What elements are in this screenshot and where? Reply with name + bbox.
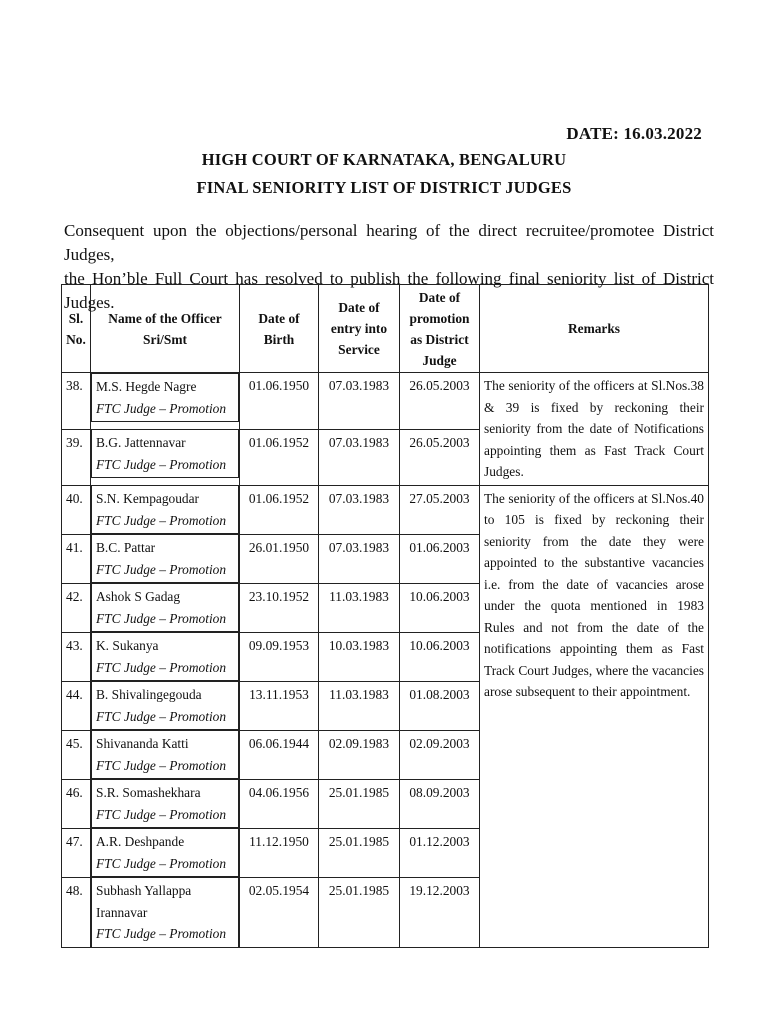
officer-designation: FTC Judge – Promotion bbox=[96, 926, 227, 941]
header-remarks: Remarks bbox=[480, 285, 709, 373]
date-of-entry-cell: 07.03.1983 bbox=[319, 373, 400, 430]
sl-no-cell: 48. bbox=[62, 877, 91, 948]
intro-line-1: Consequent upon the objections/personal hearing of the direct recruitee/promotee District Judges, bbox=[64, 221, 714, 264]
table-body bbox=[62, 373, 709, 948]
officer-name: S.R. Somashekhara bbox=[96, 785, 201, 800]
officer-name: Subhash Yallappa Irannavar bbox=[96, 883, 192, 920]
officer-name-cell bbox=[91, 779, 239, 828]
officer-designation: FTC Judge – Promotion bbox=[96, 561, 227, 577]
officer-designation: FTC Judge – Promotion bbox=[96, 659, 227, 675]
date-of-entry-cell: 07.03.1983 bbox=[319, 534, 400, 583]
sl-no-cell: 42. bbox=[62, 583, 91, 632]
date-of-promotion-cell: 01.12.2003 bbox=[400, 828, 480, 877]
table-header-row bbox=[62, 285, 709, 373]
officer-designation: FTC Judge – Promotion bbox=[96, 456, 227, 472]
table-row bbox=[62, 485, 709, 534]
date-of-entry-cell: 07.03.1983 bbox=[319, 485, 400, 534]
date-of-entry-cell: 11.03.1983 bbox=[319, 681, 400, 730]
date-of-promotion-cell: 02.09.2003 bbox=[400, 730, 480, 779]
date-of-promotion-cell: 01.06.2003 bbox=[400, 534, 480, 583]
officer-name-cell bbox=[91, 632, 239, 681]
sl-no-cell: 44. bbox=[62, 681, 91, 730]
intro-line-2: the Hon’ble Full Court has resolved to publish the following final seniority list of District Judges. bbox=[64, 269, 714, 312]
date-of-promotion-cell: 19.12.2003 bbox=[400, 877, 480, 948]
sl-no-cell: 40. bbox=[62, 485, 91, 534]
remarks-cell-group-1: The seniority of the officers at Sl.Nos.38 & 39 is fixed by reckoning their seniority from the date of Notifications appointing them as Fast Track Court Judges. bbox=[480, 373, 709, 486]
date-of-birth-cell: 01.06.1950 bbox=[240, 373, 319, 430]
officer-name-cell bbox=[91, 485, 239, 534]
header-date-of-promotion: Date of promotion as District Judge bbox=[400, 285, 480, 373]
officer-name-cell bbox=[91, 681, 239, 730]
officer-name: B.C. Pattar bbox=[96, 540, 156, 555]
sl-no-cell: 47. bbox=[62, 828, 91, 877]
date-of-promotion-cell: 27.05.2003 bbox=[400, 485, 480, 534]
date-of-entry-cell: 07.03.1983 bbox=[319, 429, 400, 485]
date-of-entry-cell: 25.01.1985 bbox=[319, 779, 400, 828]
date-of-entry-cell: 02.09.1983 bbox=[319, 730, 400, 779]
officer-name: Ashok S Gadag bbox=[96, 589, 181, 604]
officer-name-cell bbox=[91, 730, 239, 779]
header-sl-no: Sl. No. bbox=[62, 285, 91, 373]
date-of-entry-cell: 11.03.1983 bbox=[319, 583, 400, 632]
date-of-promotion-cell: 10.06.2003 bbox=[400, 583, 480, 632]
header-date-of-birth: Date of Birth bbox=[240, 285, 319, 373]
officer-name-cell bbox=[91, 534, 239, 583]
sl-no-cell: 43. bbox=[62, 632, 91, 681]
date-of-birth-cell: 13.11.1953 bbox=[240, 681, 319, 730]
date-of-promotion-cell: 26.05.2003 bbox=[400, 429, 480, 485]
officer-name: K. Sukanya bbox=[96, 638, 159, 653]
officer-name-cell bbox=[91, 877, 239, 948]
header-officer-name: Name of the Officer Sri/Smt bbox=[91, 285, 240, 373]
date-of-entry-cell: 25.01.1985 bbox=[319, 828, 400, 877]
date-of-birth-cell: 09.09.1953 bbox=[240, 632, 319, 681]
officer-designation: FTC Judge – Promotion bbox=[96, 708, 227, 724]
date-of-entry-cell: 25.01.1985 bbox=[319, 877, 400, 948]
sl-no-cell: 45. bbox=[62, 730, 91, 779]
date-of-birth-cell: 01.06.1952 bbox=[240, 429, 319, 485]
date-of-birth-cell: 02.05.1954 bbox=[240, 877, 319, 948]
officer-designation: FTC Judge – Promotion bbox=[96, 610, 227, 626]
date-of-promotion-cell: 08.09.2003 bbox=[400, 779, 480, 828]
officer-designation: FTC Judge – Promotion bbox=[96, 855, 227, 871]
date-of-birth-cell: 11.12.1950 bbox=[240, 828, 319, 877]
officer-name: A.R. Deshpande bbox=[96, 834, 185, 849]
date-of-promotion-cell: 26.05.2003 bbox=[400, 373, 480, 430]
sl-no-cell: 39. bbox=[62, 429, 91, 485]
officer-name: B.G. Jattennavar bbox=[96, 435, 186, 451]
court-heading: HIGH COURT OF KARNATAKA, BENGALURU bbox=[201, 150, 567, 169]
officer-designation: FTC Judge – Promotion bbox=[96, 757, 227, 773]
date-of-entry-cell: 10.03.1983 bbox=[319, 632, 400, 681]
sl-no-cell: 46. bbox=[62, 779, 91, 828]
officer-designation: FTC Judge – Promotion bbox=[96, 512, 227, 528]
seniority-table bbox=[61, 284, 709, 948]
date-of-birth-cell: 01.06.1952 bbox=[240, 485, 319, 534]
officer-name-cell bbox=[91, 373, 239, 422]
officer-name: M.S. Hegde Nagre bbox=[96, 379, 197, 394]
remarks-cell-group-2: The seniority of the officers at Sl.Nos.40 to 105 is fixed by reckoning their seniority from the date they were appointed to the substantive vacancies i.e. from the date of vacancies arose under the quota mentioned in 1983 Rules and not from the date of the notifications appointing them as Fast Track Court Judges, where the vacancies arose subsequent to their appointment. bbox=[480, 485, 709, 948]
date-of-birth-cell: 26.01.1950 bbox=[240, 534, 319, 583]
officer-name-cell bbox=[91, 583, 239, 632]
officer-name: B. Shivalingegouda bbox=[96, 687, 202, 702]
officer-designation: FTC Judge – Promotion bbox=[96, 400, 227, 416]
date-of-birth-cell: 23.10.1952 bbox=[240, 583, 319, 632]
header-date-of-entry: Date of entry into Service bbox=[319, 285, 400, 373]
sl-no-cell: 41. bbox=[62, 534, 91, 583]
officer-name-cell bbox=[91, 429, 239, 478]
officer-name: Shivananda Katti bbox=[96, 736, 189, 751]
date-of-birth-cell: 04.06.1956 bbox=[240, 779, 319, 828]
list-title: FINAL SENIORITY LIST OF DISTRICT JUDGES bbox=[196, 178, 572, 197]
officer-name: S.N. Kempagoudar bbox=[96, 491, 200, 506]
date-of-promotion-cell: 10.06.2003 bbox=[400, 632, 480, 681]
document-date: DATE: 16.03.2022 bbox=[566, 124, 702, 143]
officer-designation: FTC Judge – Promotion bbox=[96, 806, 227, 822]
sl-no-cell: 38. bbox=[62, 373, 91, 430]
table-row bbox=[62, 373, 709, 430]
officer-name-cell bbox=[91, 828, 239, 877]
date-of-promotion-cell: 01.08.2003 bbox=[400, 681, 480, 730]
date-of-birth-cell: 06.06.1944 bbox=[240, 730, 319, 779]
